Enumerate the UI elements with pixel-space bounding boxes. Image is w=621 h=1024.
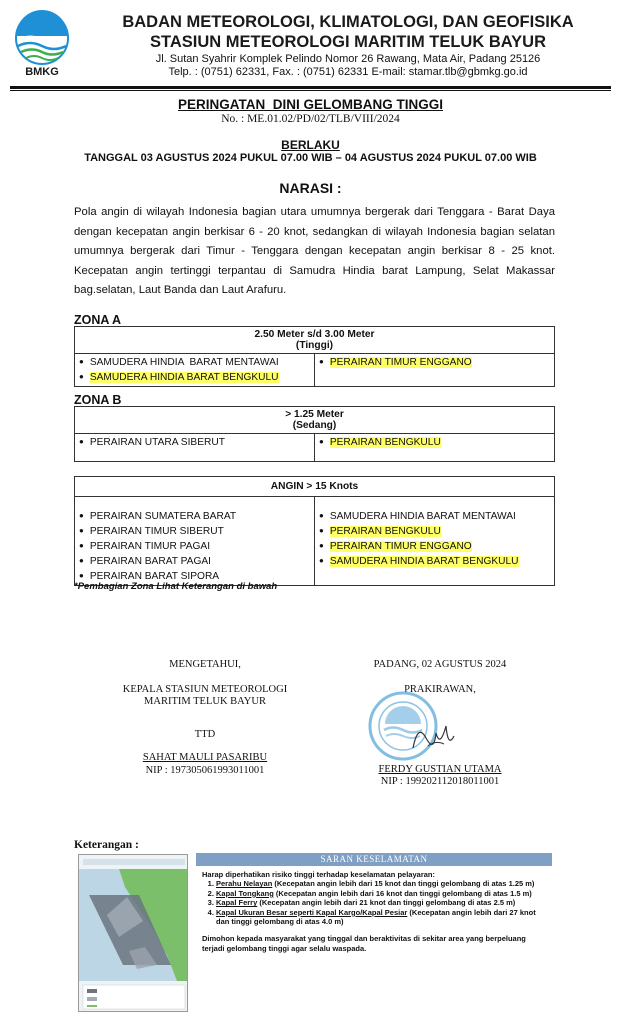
- list-item: ● PERAIRAN BARAT PAGAI: [79, 554, 310, 569]
- zona-b-left-cell: [75, 434, 315, 462]
- kepala-nip: NIP : 197305061993011001: [145, 765, 265, 776]
- list-item: ● PERAIRAN UTARA SIBERUT: [79, 435, 310, 450]
- signature-icon: [408, 718, 458, 758]
- narasi-heading: NARASI :: [279, 180, 342, 196]
- list-item: 3. Kapal Ferry (Kecepatan angin lebih dari 21 knot dan tinggi gelombang di atas 2.5 m): [216, 898, 548, 907]
- list-item: 2. Kapal Tongkang (Kecepatan angin lebih dari 16 knot dan tinggi gelombang di atas 1.5 m): [216, 889, 548, 898]
- zona-b-table: [74, 406, 555, 462]
- zona-b-header: [75, 407, 555, 434]
- keterangan-label: Keterangan :: [74, 839, 139, 851]
- saran-list: [216, 879, 548, 926]
- zona-b-range: > 1.25 Meter: [285, 409, 344, 420]
- zone-map-icon: [79, 855, 188, 1012]
- list-item: ● SAMUDERA HINDIA BARAT MENTAWAI: [79, 355, 310, 370]
- zone-map: [78, 854, 188, 1012]
- document-number: No. : ME.01.02/PD/02/TLB/VIII/2024: [221, 113, 400, 125]
- angin-table: [74, 476, 555, 586]
- list-item: ● SAMUDERA HINDIA BARAT BENGKULU: [319, 554, 550, 569]
- validity-period: TANGGAL 03 AGUSTUS 2024 PUKUL 07.00 WIB – 04 AGUSTUS 2024 PUKUL 07.00 WIB: [84, 152, 537, 164]
- zona-a-label: ZONA A: [74, 313, 121, 327]
- list-item: ● PERAIRAN TIMUR SIBERUT: [79, 524, 310, 539]
- list-item: ● PERAIRAN TIMUR PAGAI: [79, 539, 310, 554]
- list-item: 1. Perahu Nelayan (Kecepatan angin lebih dari 15 knot dan tinggi gelombang di atas 1.25 m): [216, 879, 548, 888]
- list-item: ● SAMUDERA HINDIA BARAT MENTAWAI: [319, 509, 550, 524]
- list-item: ● PERAIRAN SUMATERA BARAT: [79, 509, 310, 524]
- document-title: PERINGATAN DINI GELOMBANG TINGGI: [178, 97, 443, 112]
- list-item: 4. Kapal Ukuran Besar seperti Kapal Kargo/Kapal Pesiar (Kecepatan angin lebih dari 27 knot dan tinggi gelombang di atas 4.0 m): [216, 908, 548, 927]
- saran-keselamatan-box: [196, 853, 552, 966]
- ttd-label: TTD: [194, 729, 216, 740]
- list-item: ● SAMUDERA HINDIA BARAT BENGKULU: [79, 370, 310, 385]
- prakirawan-nip: NIP : 199202112018011001: [380, 776, 500, 787]
- zona-a-range: 2.50 Meter s/d 3.00 Meter: [254, 329, 375, 340]
- saran-intro: Harap diperhatikan risiko tinggi terhadap keselamatan pelayaran:: [202, 870, 435, 879]
- zona-b-category: (Sedang): [292, 420, 337, 431]
- list-item: ● PERAIRAN BARAT SIPORA: [79, 569, 310, 584]
- contact-info: Telp. : (0751) 62331, Fax. : (0751) 62331 E-mail: stamar.tlb@gbmkg.go.id: [168, 66, 528, 78]
- saran-body: [202, 870, 548, 953]
- zona-a-left-cell: [75, 354, 315, 387]
- saran-heading: SARAN KESELAMATAN: [196, 853, 552, 866]
- narasi-text: Pola angin di wilayah Indonesia bagian utara umumnya bergerak dari Tenggara - Barat Daya dengan kecepatan angin berkisar 6 - 20 knot, sedangkan di wilayah Indonesia bagian selatan umumnya bergerak dari Timur - Tenggara dengan kecepatan angin berkisar 8 - 25 knot. Kecepatan angin tertinggi terpantau di Samudra Hindia barat Lampung, Selat Makassar bag.selatan, Laut Banda dan Laut Arafuru.: [74, 206, 555, 296]
- kepala-position-2: MARITIM TELUK BAYUR: [144, 696, 266, 707]
- zona-b-right-cell: [315, 434, 555, 462]
- zona-a-right-cell: [315, 354, 555, 387]
- zona-b-label: ZONA B: [74, 393, 122, 407]
- angin-right-cell: [315, 497, 555, 586]
- place-date: PADANG, 02 AGUSTUS 2024: [373, 659, 507, 670]
- zona-a-table: [74, 326, 555, 387]
- kepala-position-1: KEPALA STASIUN METEOROLOGI: [122, 684, 288, 695]
- prakirawan-label: PRAKIRAWAN,: [404, 684, 476, 695]
- zone-note: *Pembagian Zona Lihat Keterangan di bawah: [74, 581, 278, 592]
- address: Jl. Sutan Syahrir Komplek Pelindo Nomor 26 Rawang, Mata Air, Padang 25126: [155, 53, 541, 65]
- header-rule-thick: [10, 86, 611, 89]
- saran-closing: Dimohon kepada masyarakat yang tinggal dan beraktivitas di sekitar area yang berpeluang terjadi gelombang tinggi agar selalu waspada.: [202, 934, 526, 953]
- angin-left-cell: [75, 497, 315, 586]
- station-name: STASIUN METEOROLOGI MARITIM TELUK BAYUR: [150, 33, 546, 51]
- mengetahui-label: MENGETAHUI,: [169, 659, 241, 670]
- logo-text: BMKG: [25, 66, 59, 78]
- berlaku-heading: BERLAKU: [281, 138, 340, 152]
- org-name: BADAN METEOROLOGI, KLIMATOLOGI, DAN GEOFISIKA: [122, 13, 574, 31]
- angin-header: ANGIN > 15 Knots: [75, 477, 555, 497]
- list-item: ● PERAIRAN TIMUR ENGGANO: [319, 539, 550, 554]
- prakirawan-name: FERDY GUSTIAN UTAMA: [378, 764, 502, 775]
- list-item: ● PERAIRAN BENGKULU: [319, 524, 550, 539]
- list-item: ● PERAIRAN TIMUR ENGGANO: [319, 355, 550, 370]
- list-item: ● PERAIRAN BENGKULU: [319, 435, 550, 450]
- zona-a-header: [75, 327, 555, 354]
- letterhead: [0, 0, 621, 92]
- kepala-name: SAHAT MAULI PASARIBU: [142, 752, 268, 763]
- zona-a-category: (Tinggi): [295, 340, 334, 351]
- header-rule-thin: [10, 90, 611, 91]
